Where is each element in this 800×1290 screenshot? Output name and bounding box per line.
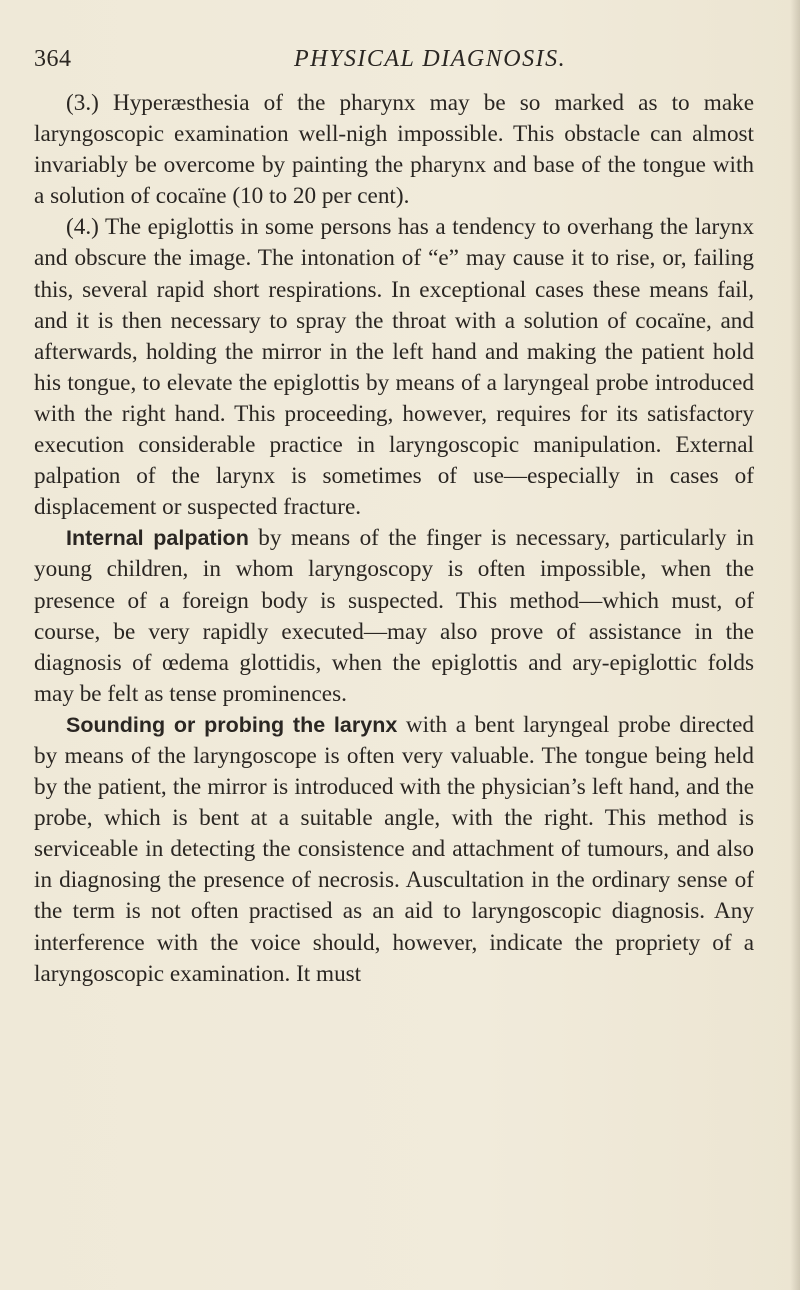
paragraph-internal-palpation-text: by means of the finger is necessary, particularly in young children, in whom laryngoscopy is often impossible, when the presence of a foreign body is suspected. This method—which must, of course, be very rapidly executed—may also prove of assistance in the diagnosis of œdema glottidis, when the epiglottis and ary-epiglottic folds may be felt as tense prominences.	[34, 525, 754, 707]
page-edge-shadow	[790, 0, 800, 1290]
run-in-heading-sounding: Sounding or probing the larynx	[66, 712, 398, 737]
paragraph-sounding	[34, 710, 754, 990]
page-number: 364	[34, 46, 72, 72]
paragraph-sounding-text: with a bent laryngeal probe directed by means of the laryngoscope is often very valuable. The tongue being held by the patient, the mirror is introduced with the physician’s left hand, and the probe, which is bent at a suitable angle, with the right. This method is serviceable in detecting the consistence and attachment of tumours, and also in diagnosing the presence of necrosis. Auscultation in the ordinary sense of the term is not often practised as an aid to laryngoscopic diagnosis. Any interference with the voice should, however, indicate the propriety of a laryngoscopic examination. It must	[34, 711, 755, 987]
paragraph-internal-palpation	[34, 523, 754, 710]
paragraph-epiglottis: (4.) The epiglottis in some persons has a tendency to overhang the larynx and obscure the image. The intonation of “e” may cause it to rise, or, failing this, several rapid short respirations. In exceptional cases these means fail, and it is then necessary to spray the throat with a solution of cocaïne, and afterwards, holding the mirror in the left hand and making the patient hold his tongue, to elevate the epiglottis by means of a laryngeal probe introduced with the right hand. This proceeding, however, requires for its satisfactory execution considerable practice in laryngoscopic manipulation. External palpation of the larynx is sometimes of use—especially in cases of displacement or suspected fracture.	[34, 214, 754, 521]
running-head	[34, 46, 754, 80]
run-in-heading-internal-palpation: Internal palpation	[66, 526, 249, 551]
running-title: PHYSICAL DIAGNOSIS.	[294, 46, 567, 72]
body-text	[34, 88, 754, 990]
paragraph-hyperaesthesia: (3.) Hyperæsthesia of the pharynx may be so marked as to make laryngoscopic examination well-nigh impossible. This obstacle can almost invariably be overcome by painting the pharynx and base of the tongue with a solution of cocaïne (10 to 20 per cent).	[34, 90, 754, 210]
